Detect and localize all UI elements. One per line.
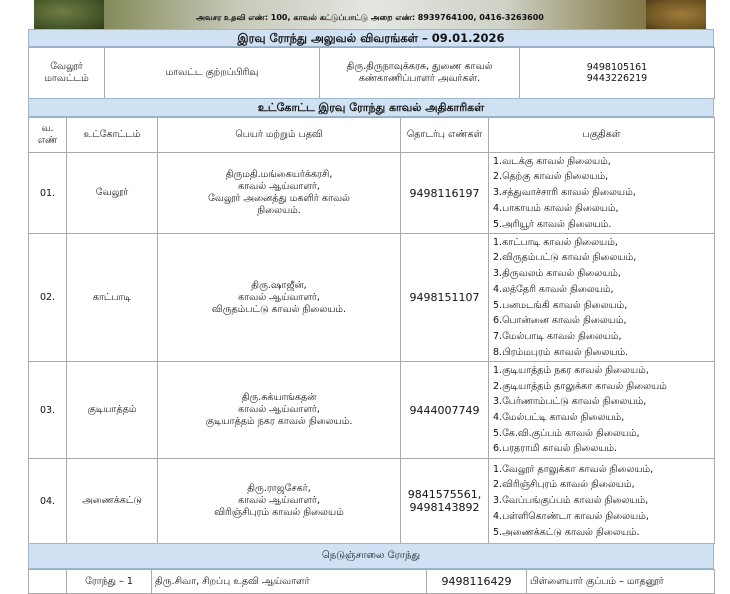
row-officer xyxy=(158,459,401,544)
area-item: 3.திருவலம் காவல் நிலையம், xyxy=(493,268,621,280)
officer-line: காவல் ஆய்வாளர், xyxy=(238,495,320,506)
district-officer-table xyxy=(28,47,715,99)
area-item: 8.பிரம்மபுரம் காவல் நிலையம். xyxy=(493,346,629,358)
officer-line: நிலையம். xyxy=(257,205,301,216)
highway-patrol-heading: நெடுஞ்சாலை ரோந்து xyxy=(28,543,714,569)
area-item: 6.பொன்னை காவல் நிலையம், xyxy=(493,315,627,327)
row-phone xyxy=(401,459,489,544)
header-areas: பகுதிகள் xyxy=(489,118,715,153)
area-item: 5.அணைக்கட்டு காவல் நிலையம். xyxy=(493,526,640,538)
phone-line: 9841575561, xyxy=(407,488,482,501)
district-phone-1: 9498105161 xyxy=(586,62,648,73)
area-item: 4.லத்தேரி காவல் நிலையம், xyxy=(493,283,614,295)
table-row xyxy=(29,570,715,594)
table-header-row xyxy=(29,118,715,153)
table-row xyxy=(29,153,715,234)
highway-patrol-name: ரோந்து – 1 xyxy=(67,570,152,594)
row-sno: 01. xyxy=(29,153,67,234)
area-item: 5.அரியூர் காவல் நிலையம். xyxy=(493,218,612,230)
table-row xyxy=(29,362,715,459)
row-sno: 04. xyxy=(29,459,67,544)
document-title: இரவு ரோந்து அலுவல் விவரங்கள் – 09.01.2026 xyxy=(28,29,714,47)
highway-patrol-table xyxy=(28,569,715,594)
district-officer: திரு.திருநாவுக்கரசு, துணை காவல் கண்காணிப்பாளர் அவர்கள். xyxy=(320,48,520,99)
row-subdivision: காட்பாடி xyxy=(67,234,158,362)
officer-line: காவல் ஆய்வாளர், xyxy=(238,291,320,303)
highway-blank-cell xyxy=(29,570,67,594)
area-item: 1.வடக்கு காவல் நிலையம், xyxy=(493,155,611,167)
row-officer xyxy=(158,362,401,459)
district-phones xyxy=(520,48,715,99)
row-areas xyxy=(489,153,715,234)
officer-line: திரு.ராஜசேகர், xyxy=(247,483,311,494)
header-subdivision: உட்கோட்டம் xyxy=(67,118,158,153)
row-areas xyxy=(489,362,715,459)
officer-line: காவல் ஆய்வாளர், xyxy=(238,181,320,192)
row-phone: 9498116197 xyxy=(401,153,489,234)
row-areas xyxy=(489,459,715,544)
highway-phone: 9498116429 xyxy=(427,570,527,594)
row-officer xyxy=(158,153,401,234)
area-item: 2.குடியாத்தம் தாலுக்கா காவல் நிலையம் xyxy=(493,380,667,392)
emergency-contact-line: அவசர உதவி எண்: 100, காவல் கட்டுப்பாட்டு அறை எண்: 8939764100, 0416-3263600 xyxy=(196,13,544,22)
row-subdivision: குடியாத்தம் xyxy=(67,362,158,459)
row-areas xyxy=(489,234,715,362)
header-sno: வ. எண் xyxy=(29,118,67,153)
officer-line: விருதம்பட்டு காவல் நிலையம். xyxy=(211,303,347,315)
officer-line: திரு.சுக்யாங்கதன் xyxy=(241,392,317,403)
area-item: 2.தெற்கு காவல் நிலையம், xyxy=(493,171,609,183)
row-officer xyxy=(158,234,401,362)
phone-line: 9498143892 xyxy=(409,501,480,514)
area-item: 2.விரிஞ்சிபுரம் காவல் நிலையம், xyxy=(493,479,635,491)
area-item: 6.பரதராமி காவல் நிலையம். xyxy=(493,443,618,455)
area-item: 5.கே.வி.குப்பம் காவல் நிலையம், xyxy=(493,427,640,439)
area-item: 3.சத்துவாச்சாரி காவல் நிலையம், xyxy=(493,187,636,199)
header-name-designation: பெயர் மற்றும் பதவி xyxy=(158,118,401,153)
highway-area: பிள்ளையார் குப்பம் – மாதனூர் xyxy=(527,570,715,594)
area-item: 3.பேர்ணாம்பட்டு காவல் நிலையம், xyxy=(493,396,647,408)
area-item: 4.பள்ளிகொண்டா காவல் நிலையம், xyxy=(493,510,649,522)
row-phone: 9498151107 xyxy=(401,234,489,362)
table-row xyxy=(29,234,715,362)
area-item: 1.காட்பாடி காவல் நிலையம், xyxy=(493,236,618,248)
header-banner-image xyxy=(34,0,706,29)
area-item: 1.குடியாத்தம் நகர காவல் நிலையம், xyxy=(493,364,649,376)
area-item: 5.பனமடங்கி காவல் நிலையம், xyxy=(493,299,628,311)
row-sno: 03. xyxy=(29,362,67,459)
officer-line: காவல் ஆய்வாளர், xyxy=(238,404,320,415)
district-unit: மாவட்ட குற்றப்பிரிவு xyxy=(105,48,320,99)
row-subdivision: அணைக்கட்டு xyxy=(67,459,158,544)
header-contact: தொடர்பு எண்கள் xyxy=(401,118,489,153)
officer-line: திருமதி.மங்கையர்க்கரசி, xyxy=(225,169,333,180)
officer-line: விரிஞ்சிபுரம் காவல் நிலையம் xyxy=(214,507,344,518)
subdivision-officers-table xyxy=(28,117,715,544)
row-phone: 9444007749 xyxy=(401,362,489,459)
area-item: 7.மேல்பாடி காவல் நிலையம், xyxy=(493,330,622,342)
table-row xyxy=(29,459,715,544)
area-item: 4.மேல்பட்டி காவல் நிலையம், xyxy=(493,412,625,423)
area-item: 1.வேலூர் தாலுக்கா காவல் நிலையம், xyxy=(493,463,654,475)
area-item: 4.பாகாயம் காவல் நிலையம், xyxy=(493,202,619,214)
officer-line: குடியாத்தம் நகர காவல் நிலையம். xyxy=(205,416,353,427)
area-item: 3.வேப்பங்குப்பம் காவல் நிலையம், xyxy=(493,495,649,507)
section-subtitle: உட்கோட்ட இரவு ரோந்து காவல் அதிகாரிகள் xyxy=(28,98,714,117)
row-sno: 02. xyxy=(29,234,67,362)
officer-line: வேலூர் அனைத்து மகளிர் காவல் xyxy=(208,193,350,204)
area-item: 2.விருதம்பட்டு காவல் நிலையம், xyxy=(493,252,637,264)
district-phone-2: 9443226219 xyxy=(586,73,648,84)
patrol-document xyxy=(28,0,714,591)
highway-officer: திரு.சிவா, சிறப்பு உதவி ஆய்வாளர் xyxy=(152,570,427,594)
officer-line: திரு.ஷாஜீன், xyxy=(251,279,307,291)
row-subdivision: வேலூர் xyxy=(67,153,158,234)
district-name: வேலூர் மாவட்டம் xyxy=(29,48,105,99)
